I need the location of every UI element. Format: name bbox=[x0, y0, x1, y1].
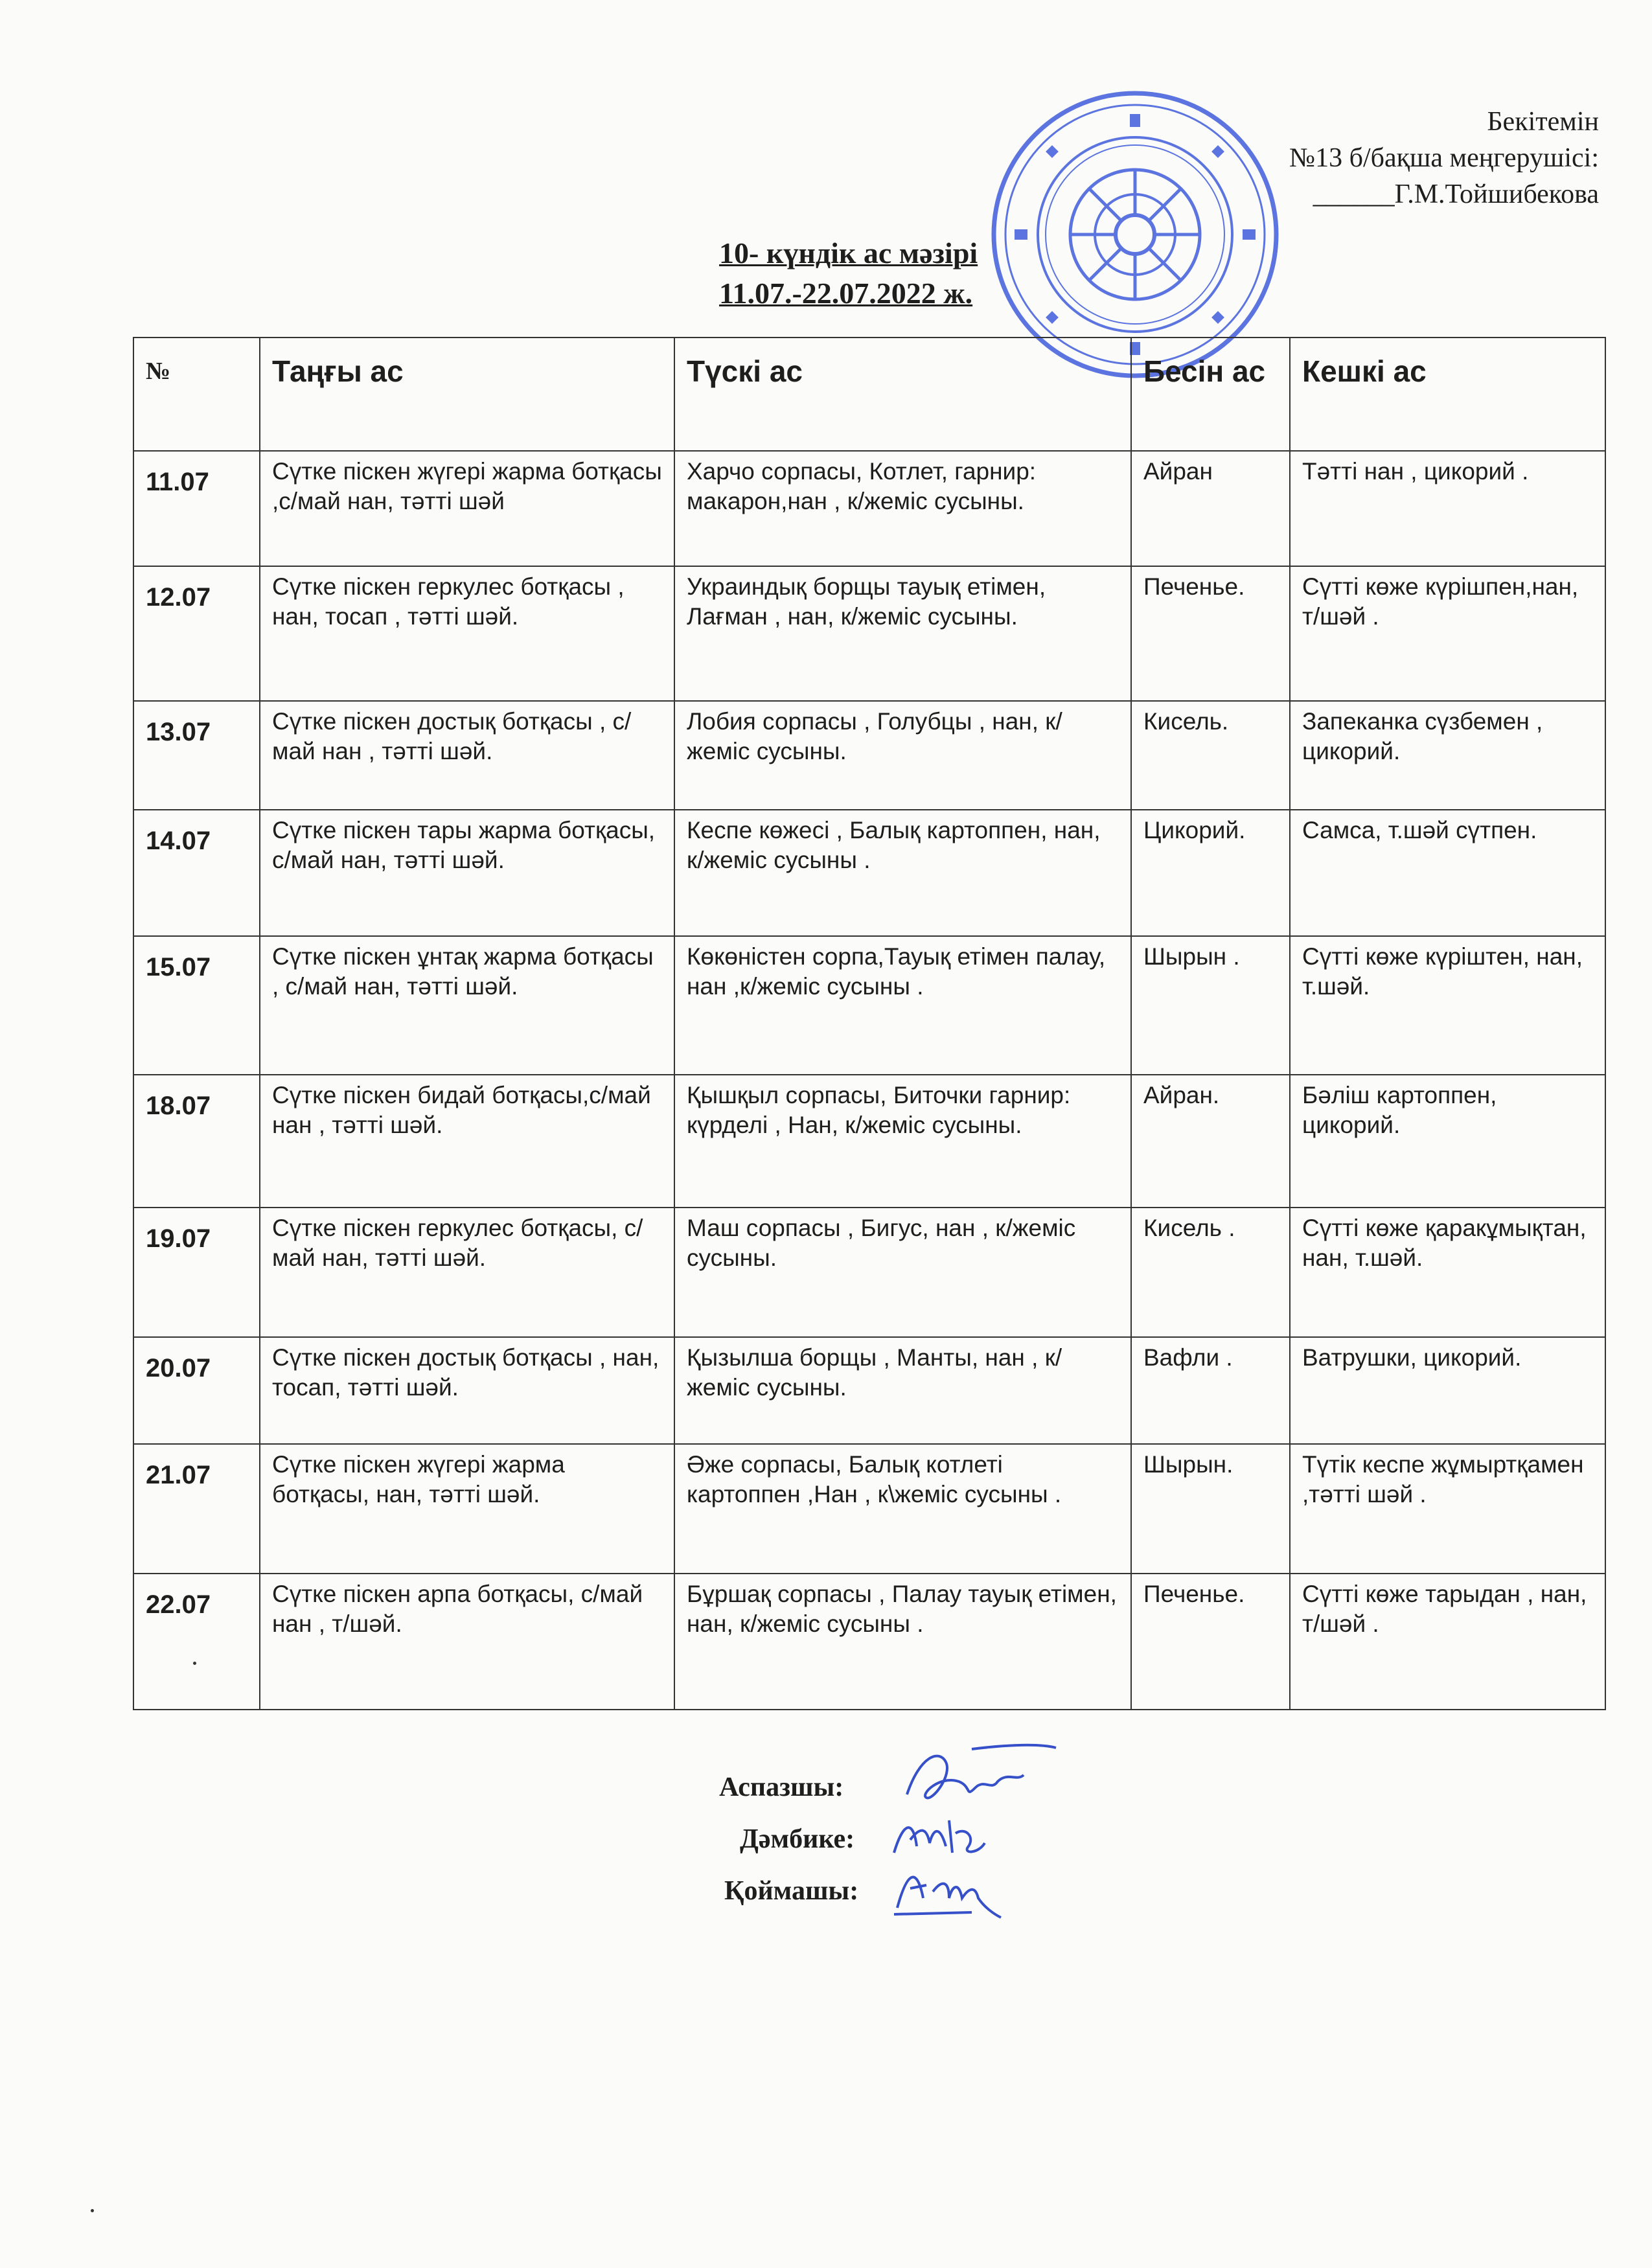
signature-nanny bbox=[740, 1824, 855, 1855]
approval-position: №13 б/бақша меңгерушісі: bbox=[1289, 143, 1599, 173]
header-number: № bbox=[133, 338, 260, 451]
table-row bbox=[133, 810, 1605, 936]
row-lunch: Украиндық борщы тауық етімен, Лағман , нан, к/жеміс сусыны. bbox=[674, 566, 1131, 701]
row-lunch: Бұршақ сорпасы , Палау тауық етімен, нан, к/жеміс сусыны . bbox=[674, 1574, 1131, 1710]
row-date: 18.07 bbox=[133, 1075, 260, 1208]
nanny-label: Дәмбике: bbox=[740, 1824, 855, 1854]
row-breakfast: Сүтке піскен бидай ботқасы,с/май нан , тәтті шәй. bbox=[260, 1075, 674, 1208]
row-dinner: Түтік кеспе жұмыртқамен ,тәтті шәй . bbox=[1290, 1444, 1605, 1574]
page-title bbox=[719, 233, 978, 314]
header-dinner: Кешкі ас bbox=[1290, 338, 1605, 451]
row-snack: Цикорий. bbox=[1131, 810, 1290, 936]
row-breakfast: Сүтке піскен геркулес ботқасы, с/май нан, тәтті шәй. bbox=[260, 1208, 674, 1337]
row-snack: Шырын. bbox=[1131, 1444, 1290, 1574]
table-row bbox=[133, 1075, 1605, 1208]
row-dinner: Тәтті нан , цикорий . bbox=[1290, 451, 1605, 566]
table-row bbox=[133, 451, 1605, 566]
row-lunch: Кеспе көжесі , Балық картоппен, нан, к/жеміс сусыны . bbox=[674, 810, 1131, 936]
title-line-1: 10- күндік ас мәзірі bbox=[719, 236, 978, 269]
row-lunch: Әже сорпасы, Балық котлеті картоппен ,Нан , к\жеміс сусыны . bbox=[674, 1444, 1131, 1574]
table-row bbox=[133, 1574, 1605, 1710]
row-dinner: Сүтті көже қаракұмықтан, нан, т.шәй. bbox=[1290, 1208, 1605, 1337]
row-dinner: Сүтті көже күріштен, нан, т.шәй. bbox=[1290, 936, 1605, 1075]
signature-storekeeper bbox=[724, 1875, 858, 1907]
header-breakfast: Таңғы ас bbox=[260, 338, 674, 451]
table-row bbox=[133, 1337, 1605, 1444]
row-snack: Печенье. bbox=[1131, 566, 1290, 701]
row-breakfast: Сүтке піскен жүгері жарма ботқасы, нан, тәтті шәй. bbox=[260, 1444, 674, 1574]
row-dinner: Сүтті көже күрішпен,нан, т/шәй . bbox=[1290, 566, 1605, 701]
row-dinner: Запеканка сүзбемен , цикорий. bbox=[1290, 701, 1605, 810]
table-row bbox=[133, 1444, 1605, 1574]
table-row bbox=[133, 1208, 1605, 1337]
row-dinner: Сүтті көже тарыдан , нан, т/шәй . bbox=[1290, 1574, 1605, 1710]
row-lunch: Харчо сорпасы, Котлет, гарнир: макарон,нан , к/жеміс сусыны. bbox=[674, 451, 1131, 566]
row-breakfast: Сүтке піскен геркулес ботқасы , нан, тосап , тәтті шәй. bbox=[260, 566, 674, 701]
header-snack: Бесін ас bbox=[1131, 338, 1290, 451]
row-dinner: Самса, т.шәй сүтпен. bbox=[1290, 810, 1605, 936]
row-lunch: Көкөністен сорпа,Тауық етімен палау, нан ,к/жеміс сусыны . bbox=[674, 936, 1131, 1075]
row-dinner: Ватрушки, цикорий. bbox=[1290, 1337, 1605, 1444]
title-line-2: 11.07.-22.07.2022 ж. bbox=[719, 277, 973, 310]
row-breakfast: Сүтке піскен жүгері жарма ботқасы ,с/май нан, тәтті шәй bbox=[260, 451, 674, 566]
signature-storekeeper-icon bbox=[888, 1853, 1017, 1930]
menu-table bbox=[133, 337, 1606, 1710]
storekeeper-label: Қоймашы: bbox=[724, 1876, 859, 1906]
table-row bbox=[133, 566, 1605, 701]
row-lunch: Қышқыл сорпасы, Биточки гарнир: күрделі , Нан, к/жеміс сусыны. bbox=[674, 1075, 1131, 1208]
row-date: 13.07 bbox=[133, 701, 260, 810]
row-snack: Вафли . bbox=[1131, 1337, 1290, 1444]
row-snack: Печенье. bbox=[1131, 1574, 1290, 1710]
row-lunch: Маш сорпасы , Бигус, нан , к/жеміс сусыны. bbox=[674, 1208, 1131, 1337]
row-breakfast: Сүтке піскен достық ботқасы , нан, тосап, тәтті шәй. bbox=[260, 1337, 674, 1444]
signature-cook bbox=[719, 1772, 843, 1803]
table-header-row bbox=[133, 338, 1605, 451]
table-row bbox=[133, 936, 1605, 1075]
row-date: 14.07 bbox=[133, 810, 260, 936]
row-dinner: Бәліш картоппен, цикорий. bbox=[1290, 1075, 1605, 1208]
scan-speck bbox=[193, 1662, 196, 1665]
row-snack: Кисель. bbox=[1131, 701, 1290, 810]
header-lunch: Түскі ас bbox=[674, 338, 1131, 451]
row-snack: Кисель . bbox=[1131, 1208, 1290, 1337]
row-breakfast: Сүтке піскен ұнтақ жарма ботқасы , с/май нан, тәтті шәй. bbox=[260, 936, 674, 1075]
row-date: 15.07 bbox=[133, 936, 260, 1075]
row-date: 19.07 bbox=[133, 1208, 260, 1337]
row-date: 11.07 bbox=[133, 451, 260, 566]
row-date: 12.07 bbox=[133, 566, 260, 701]
table-row bbox=[133, 701, 1605, 810]
row-date: 21.07 bbox=[133, 1444, 260, 1574]
row-date: 20.07 bbox=[133, 1337, 260, 1444]
row-snack: Айран bbox=[1131, 451, 1290, 566]
approval-block bbox=[1289, 104, 1599, 212]
scan-speck bbox=[91, 2209, 94, 2212]
row-lunch: Қызылша борщы , Манты, нан , к/жеміс сусыны. bbox=[674, 1337, 1131, 1444]
row-breakfast: Сүтке піскен достық ботқасы , с/май нан , тәтті шәй. bbox=[260, 701, 674, 810]
row-snack: Айран. bbox=[1131, 1075, 1290, 1208]
row-breakfast: Сүтке піскен арпа ботқасы, с/май нан , т/шәй. bbox=[260, 1574, 674, 1710]
approval-heading: Бекітемін bbox=[1487, 107, 1599, 137]
row-lunch: Лобия сорпасы , Голубцы , нан, к/ жеміс сусыны. bbox=[674, 701, 1131, 810]
cook-label: Аспазшы: bbox=[719, 1772, 844, 1802]
row-breakfast: Сүтке піскен тары жарма ботқасы, с/май нан, тәтті шәй. bbox=[260, 810, 674, 936]
approval-name: ______Г.М.Тойшибекова bbox=[1313, 179, 1599, 209]
row-snack: Шырын . bbox=[1131, 936, 1290, 1075]
row-date: 22.07 bbox=[133, 1574, 260, 1710]
